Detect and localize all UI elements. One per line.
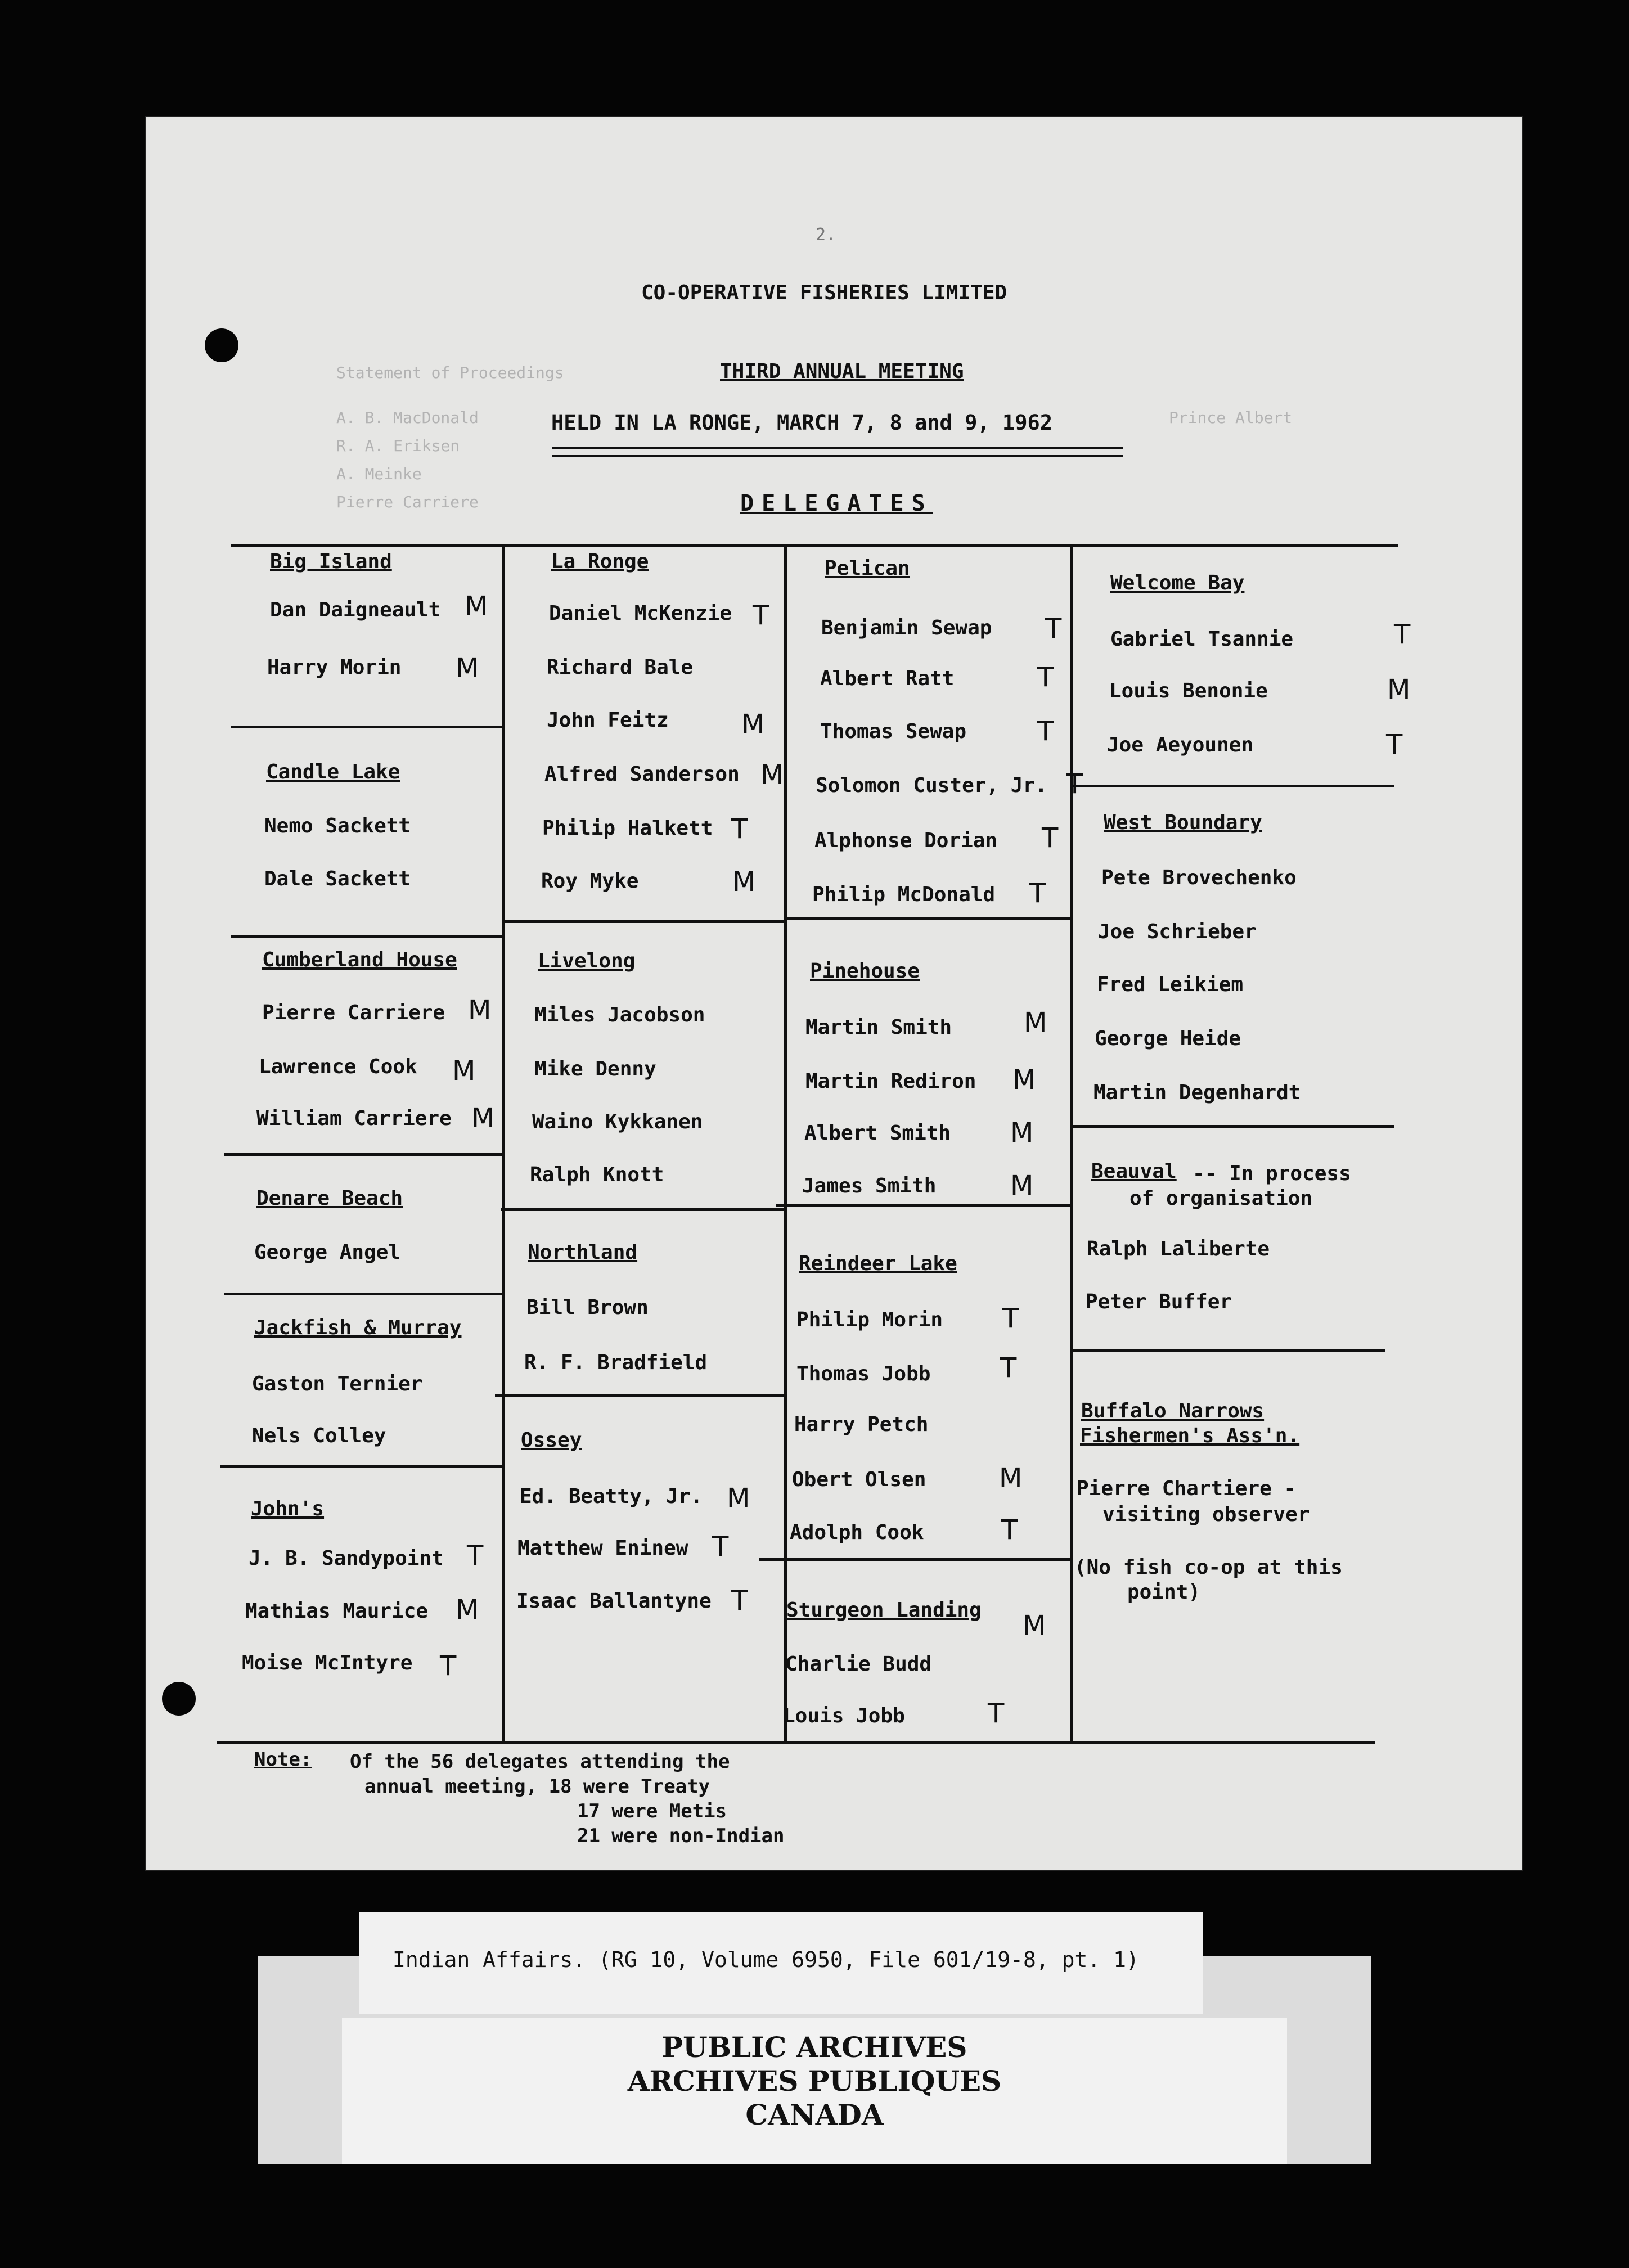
- status-mark: M: [760, 759, 784, 791]
- status-mark: M: [1010, 1117, 1034, 1149]
- delegate-martin-degenhardt: Martin Degenhardt: [1094, 1081, 1301, 1104]
- meeting-location-date: HELD IN LA RONGE, MARCH 7, 8 and 9, 1962: [551, 411, 1053, 435]
- status-mark: M: [1024, 1007, 1047, 1038]
- delegate-harry-petch: Harry Petch: [794, 1413, 929, 1436]
- delegate-louis-jobb: Louis Jobb: [783, 1704, 905, 1727]
- group-welcome-bay: Welcome Bay: [1110, 572, 1245, 595]
- delegate-solomon-custer: Solomon Custer, Jr.: [816, 774, 1047, 797]
- delegate-joe-schrieber: Joe Schrieber: [1098, 920, 1257, 943]
- status-mark: M: [741, 709, 765, 740]
- source-reference-label: [359, 1912, 1203, 2014]
- page-number: 2.: [816, 225, 836, 245]
- status-mark: T: [1029, 878, 1046, 909]
- status-mark: T: [988, 1698, 1005, 1729]
- group-west-boundary: West Boundary: [1104, 811, 1262, 834]
- beauval-status-cont: of organisation: [1130, 1187, 1313, 1210]
- buffalo-narrows-note: (No fish co-op at this: [1074, 1556, 1343, 1579]
- status-mark: M: [468, 994, 492, 1026]
- column-rule-1: [502, 544, 505, 1743]
- double-rule: [552, 447, 1123, 457]
- delegate-isaac-ballantyne: Isaac Ballantyne: [516, 1590, 712, 1613]
- archives-line-3: CANADA: [745, 2098, 884, 2131]
- note-line-1: Of the 56 delegates attending the: [350, 1750, 730, 1773]
- bleed-through-line-6: Pierre Carriere: [336, 493, 479, 511]
- delegate-ralph-knott: Ralph Knott: [530, 1163, 664, 1186]
- delegate-william-carriere: William Carriere: [256, 1107, 452, 1130]
- observer-role: visiting observer: [1102, 1503, 1310, 1526]
- delegate-moise-mcintyre: Moise McIntyre: [242, 1652, 413, 1675]
- delegate-pete-brovechenko: Pete Brovechenko: [1101, 866, 1297, 889]
- status-mark: T: [467, 1540, 484, 1572]
- archives-line-1: PUBLIC ARCHIVES: [662, 2031, 968, 2064]
- group-pinehouse: Pinehouse: [810, 960, 920, 983]
- delegate-thomas-sewap: Thomas Sewap: [820, 720, 967, 743]
- delegate-charlie-budd: Charlie Budd: [785, 1653, 932, 1676]
- status-mark: M: [1387, 674, 1411, 705]
- archives-stamp-inner: [342, 2018, 1287, 2164]
- bleed-through-line-3: Prince Albert: [1169, 408, 1293, 427]
- delegate-obert-olsen: Obert Olsen: [792, 1468, 926, 1491]
- delegate-nels-colley: Nels Colley: [252, 1424, 386, 1447]
- col1-divider-5: [220, 1465, 502, 1468]
- group-buffalo-narrows-line2: Fishermen's Ass'n.: [1080, 1424, 1300, 1447]
- delegate-alphonse-dorian: Alphonse Dorian: [814, 829, 998, 852]
- source-reference-text: Indian Affairs. (RG 10, Volume 6950, File 601/19-8, pt. 1): [393, 1947, 1139, 1972]
- bleed-through-line-4: R. A. Eriksen: [336, 436, 460, 455]
- delegate-adolph-cook: Adolph Cook: [790, 1521, 924, 1544]
- delegate-daniel-mckenzie: Daniel McKenzie: [549, 602, 732, 625]
- group-sturgeon-landing: Sturgeon Landing: [786, 1599, 982, 1622]
- delegate-dale-sackett: Dale Sackett: [264, 867, 411, 890]
- group-johns: John's: [251, 1497, 325, 1520]
- delegate-john-feitz: John Feitz: [547, 709, 669, 732]
- delegate-mathias-maurice: Mathias Maurice: [245, 1600, 429, 1623]
- delegate-george-heide: George Heide: [1095, 1027, 1241, 1050]
- delegate-benjamin-sewap: Benjamin Sewap: [821, 616, 992, 640]
- note-line-4: 21 were non-Indian: [577, 1825, 785, 1847]
- group-denare-beach: Denare Beach: [256, 1187, 403, 1210]
- delegate-fred-leikiem: Fred Leikiem: [1097, 973, 1244, 996]
- delegate-rf-bradfield: R. F. Bradfield: [524, 1351, 708, 1374]
- observer-pierre-chartiere: Pierre Chartiere -: [1077, 1477, 1297, 1500]
- delegate-philip-morin: Philip Morin: [796, 1308, 943, 1331]
- group-beauval: Beauval: [1091, 1160, 1177, 1183]
- status-mark: M: [732, 866, 756, 898]
- status-mark: M: [1010, 1170, 1034, 1202]
- status-mark: M: [1012, 1064, 1036, 1096]
- delegate-martin-rediron: Martin Rediron: [806, 1070, 976, 1093]
- delegate-harry-morin: Harry Morin: [267, 656, 402, 679]
- status-mark: M: [471, 1102, 495, 1134]
- status-mark: T: [1045, 613, 1062, 645]
- delegates-heading: DELEGATES: [740, 490, 933, 516]
- column-rule-3: [1070, 544, 1073, 1743]
- note-line-2: annual meeting, 18 were Treaty: [364, 1775, 710, 1798]
- punch-hole-top: [205, 328, 238, 362]
- note-line-3: 17 were Metis: [577, 1800, 727, 1822]
- delegate-george-angel: George Angel: [254, 1241, 401, 1264]
- col3-divider-1: [787, 917, 1070, 920]
- col2-divider-3: [495, 1394, 784, 1397]
- delegate-matthew-eninew: Matthew Eninew: [518, 1537, 688, 1560]
- status-mark: T: [1000, 1352, 1017, 1384]
- delegate-joe-aeyounen: Joe Aeyounen: [1107, 734, 1254, 757]
- group-pelican: Pelican: [825, 557, 910, 580]
- status-mark: T: [731, 1585, 748, 1617]
- delegate-louis-benonie: Louis Benonie: [1109, 680, 1268, 703]
- status-mark: M: [999, 1462, 1023, 1494]
- company-title: CO-OPERATIVE FISHERIES LIMITED: [641, 281, 1007, 304]
- delegate-jb-sandypoint: J. B. Sandypoint: [249, 1547, 444, 1570]
- status-mark: M: [727, 1483, 750, 1514]
- group-cumberland-house: Cumberland House: [262, 948, 457, 971]
- note-label: Note:: [254, 1748, 312, 1771]
- delegate-albert-smith: Albert Smith: [804, 1122, 951, 1145]
- delegate-miles-jacobson: Miles Jacobson: [534, 1004, 705, 1027]
- group-la-ronge: La Ronge: [551, 550, 649, 573]
- delegate-thomas-jobb: Thomas Jobb: [796, 1362, 931, 1385]
- delegate-martin-smith: Martin Smith: [806, 1016, 952, 1039]
- col2-divider-1: [505, 920, 784, 923]
- col1-divider-2: [231, 935, 502, 938]
- status-mark: T: [1002, 1303, 1019, 1334]
- col1-divider-1: [231, 726, 502, 728]
- punch-hole-bottom: [162, 1682, 196, 1716]
- status-mark: T: [1066, 768, 1083, 800]
- group-ossey: Ossey: [521, 1429, 582, 1452]
- status-mark: M: [456, 1594, 479, 1626]
- status-mark: T: [1386, 729, 1403, 760]
- archives-line-2: ARCHIVES PUBLIQUES: [627, 2064, 1002, 2098]
- col1-divider-4: [224, 1293, 502, 1295]
- col2-divider-2: [501, 1208, 784, 1211]
- group-northland: Northland: [528, 1241, 638, 1264]
- delegate-dan-daigneault: Dan Daigneault: [270, 598, 441, 622]
- col4-divider-2: [1073, 1125, 1394, 1128]
- buffalo-narrows-note-cont: point): [1127, 1581, 1201, 1604]
- status-mark: M: [1023, 1610, 1046, 1641]
- delegate-richard-bale: Richard Bale: [547, 656, 694, 679]
- beauval-status: -- In process: [1192, 1162, 1351, 1185]
- status-mark: T: [712, 1531, 729, 1563]
- bleed-through-line-5: A. Meinke: [336, 465, 422, 483]
- delegate-philip-halkett: Philip Halkett: [542, 817, 713, 840]
- group-reindeer-lake: Reindeer Lake: [799, 1252, 957, 1275]
- bleed-through-line-1: Statement of Proceedings: [336, 363, 564, 382]
- delegate-nemo-sackett: Nemo Sackett: [264, 814, 411, 838]
- status-mark: T: [731, 813, 748, 845]
- delegate-alfred-sanderson: Alfred Sanderson: [544, 763, 740, 786]
- status-mark: M: [452, 1055, 476, 1087]
- delegate-albert-ratt: Albert Ratt: [820, 667, 955, 690]
- delegate-mike-denny: Mike Denny: [534, 1058, 656, 1081]
- delegate-james-smith: James Smith: [802, 1174, 937, 1198]
- delegate-ed-beatty: Ed. Beatty, Jr.: [520, 1485, 703, 1508]
- delegate-ralph-laliberte: Ralph Laliberte: [1087, 1238, 1270, 1261]
- delegate-gaston-ternier: Gaston Ternier: [252, 1372, 423, 1396]
- group-big-island: Big Island: [270, 550, 392, 573]
- status-mark: T: [1037, 662, 1054, 693]
- status-mark: M: [465, 591, 488, 622]
- col3-divider-3: [759, 1558, 1070, 1561]
- bleed-through-line-2: A. B. MacDonald: [336, 408, 479, 427]
- col3-divider-2: [776, 1204, 1070, 1207]
- status-mark: M: [456, 652, 479, 684]
- group-jackfish-murray: Jackfish & Murray: [254, 1316, 462, 1339]
- group-livelong: Livelong: [538, 950, 636, 973]
- delegate-bill-brown: Bill Brown: [526, 1296, 649, 1319]
- column-rule-2: [784, 544, 787, 1743]
- group-candle-lake: Candle Lake: [266, 760, 400, 784]
- status-mark: T: [1001, 1514, 1018, 1546]
- status-mark: T: [1394, 619, 1411, 650]
- status-mark: T: [440, 1650, 457, 1682]
- table-top-rule: [231, 544, 1398, 547]
- delegate-lawrence-cook: Lawrence Cook: [259, 1055, 417, 1078]
- delegate-pierre-carriere: Pierre Carriere: [262, 1001, 446, 1024]
- group-buffalo-narrows: Buffalo Narrows: [1081, 1400, 1264, 1423]
- delegate-roy-myke: Roy Myke: [541, 870, 639, 893]
- table-bottom-rule: [217, 1741, 1375, 1744]
- delegate-peter-buffer: Peter Buffer: [1086, 1290, 1232, 1313]
- col1-divider-3: [224, 1153, 502, 1156]
- delegate-waino-kykkanen: Waino Kykkanen: [532, 1110, 703, 1133]
- delegate-philip-mcdonald: Philip McDonald: [812, 883, 996, 906]
- delegate-gabriel-tsannie: Gabriel Tsannie: [1110, 628, 1294, 651]
- meeting-title: THIRD ANNUAL MEETING: [720, 360, 964, 383]
- status-mark: T: [753, 600, 770, 631]
- status-mark: T: [1037, 716, 1054, 747]
- col4-divider-3: [1073, 1349, 1385, 1352]
- status-mark: T: [1042, 822, 1059, 854]
- col4-divider-1: [1073, 785, 1394, 788]
